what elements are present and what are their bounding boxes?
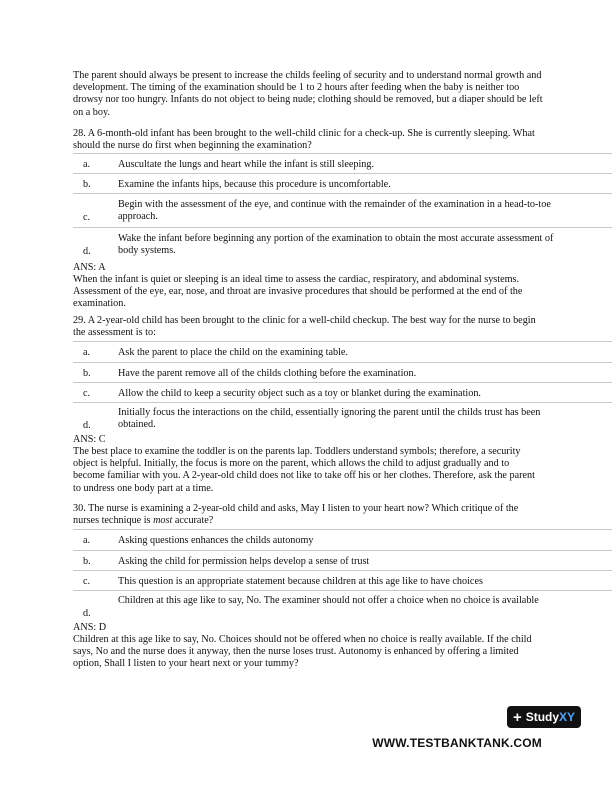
option-text: Asking questions enhances the childs autonomy <box>118 535 314 546</box>
question-29-option-b <box>73 362 612 382</box>
option-letter: b. <box>83 368 91 379</box>
question-30-stem-end: accurate? <box>172 515 214 527</box>
option-letter: c. <box>83 576 91 587</box>
option-letter: a. <box>83 347 91 358</box>
question-29-answer: ANS: C <box>73 434 106 445</box>
website-footer: WWW.TESTBANKTANK.COM <box>372 736 542 750</box>
option-text: Examine the infants hips, because this procedure is uncomfortable. <box>118 179 391 190</box>
option-letter: d. <box>83 608 91 619</box>
question-30-stem <box>73 503 543 527</box>
studyxy-logo <box>507 706 581 728</box>
option-text: Wake the infant before beginning any portion of the examination to obtain the most accurate assessment of body systems. <box>118 233 554 257</box>
question-28-rationale: When the infant is quiet or sleeping is an ideal time to assess the cardiac, respiratory, and abdominal systems. Assessment of the eye, ear, nose, and throat are invasive procedures that should be performed at the end of the examination. <box>73 274 523 310</box>
option-letter: d. <box>83 420 91 431</box>
question-28-option-b <box>73 173 612 193</box>
question-29-option-d <box>73 402 612 434</box>
intro-paragraph: The parent should always be present to increase the childs feeling of security and to understand normal growth and development. The timing of the examination should be 1 to 2 hours after feeding when the baby is neither too drowsy nor too hungry. Infants do not object to being nude; clothing should be removed, but a diaper should be left on a boy. <box>73 70 543 118</box>
question-28-option-c <box>73 193 612 227</box>
option-text: Asking the child for permission helps develop a sense of trust <box>118 556 370 567</box>
question-30-answer: ANS: D <box>73 622 107 633</box>
option-text: This question is an appropriate statement because children at this age like to have choices <box>118 576 483 587</box>
option-letter: b. <box>83 179 91 190</box>
question-28-option-d <box>73 227 612 261</box>
question-30-stem-emphasis: most <box>153 515 173 527</box>
option-letter: a. <box>83 535 91 546</box>
option-letter: c. <box>83 212 91 223</box>
option-text: Have the parent remove all of the childs clothing before the examination. <box>118 368 417 379</box>
option-letter: d. <box>83 246 91 257</box>
question-29-rationale: The best place to examine the toddler is on the parents lap. Toddlers understand symbols; therefore, a security object is helpful. Initially, the focus is more on the parent, which allows the child to adjust gradually and to become familiar with you. A 2-year-old child does not like to take off his or her clothes. Therefore, ask the parent to undress one body part at a time. <box>73 446 535 494</box>
question-28-stem: 28. A 6-month-old infant has been brought to the well-child clinic for a check-up. She is currently sleeping. What should the nurse do first when beginning the examination? <box>73 128 535 152</box>
question-29-option-c <box>73 382 612 402</box>
option-text: Initially focus the interactions on the child, essentially ignoring the parent until the childs trust has been obtained. <box>118 407 541 431</box>
question-29-stem: 29. A 2-year-old child has been brought to the clinic for a well-child checkup. The best way for the nurse to begin the assessment is to: <box>73 315 536 339</box>
question-30-stem-text: 30. The nurse is examining a 2-year-old child and asks, May I listen to your heart now? Which critique of the nurses technique is <box>73 503 519 527</box>
plus-icon: + <box>512 708 522 726</box>
option-text: Auscultate the lungs and heart while the infant is still sleeping. <box>118 159 375 170</box>
option-text: Children at this age like to say, No. The examiner should not offer a choice when no choice is available <box>118 595 539 606</box>
question-30-option-b <box>73 550 612 570</box>
question-30-option-a <box>73 529 612 550</box>
question-30-rationale: Children at this age like to say, No. Choices should not be offered when no choice is really available. If the child says, No and the nurse does it anyway, then the nurse loses trust. Autonomy is enhanced by offering a limited option, Shall I listen to your heart next or your tummy? <box>73 634 532 670</box>
option-letter: a. <box>83 159 91 170</box>
option-text: Ask the parent to place the child on the examining table. <box>118 347 348 358</box>
question-30-option-d <box>73 590 612 622</box>
option-letter: b. <box>83 556 91 567</box>
question-29-option-a <box>73 341 612 362</box>
option-text: Allow the child to keep a security object such as a toy or blanket during the examination. <box>118 388 481 399</box>
question-30-option-c <box>73 570 612 590</box>
brand-name: StudyXY <box>525 710 576 724</box>
option-letter: c. <box>83 388 91 399</box>
question-28-option-a <box>73 153 612 173</box>
option-text: Begin with the assessment of the eye, and continue with the remainder of the examination in a head-to-toe approach. <box>118 199 551 223</box>
question-28-answer: ANS: A <box>73 262 106 273</box>
